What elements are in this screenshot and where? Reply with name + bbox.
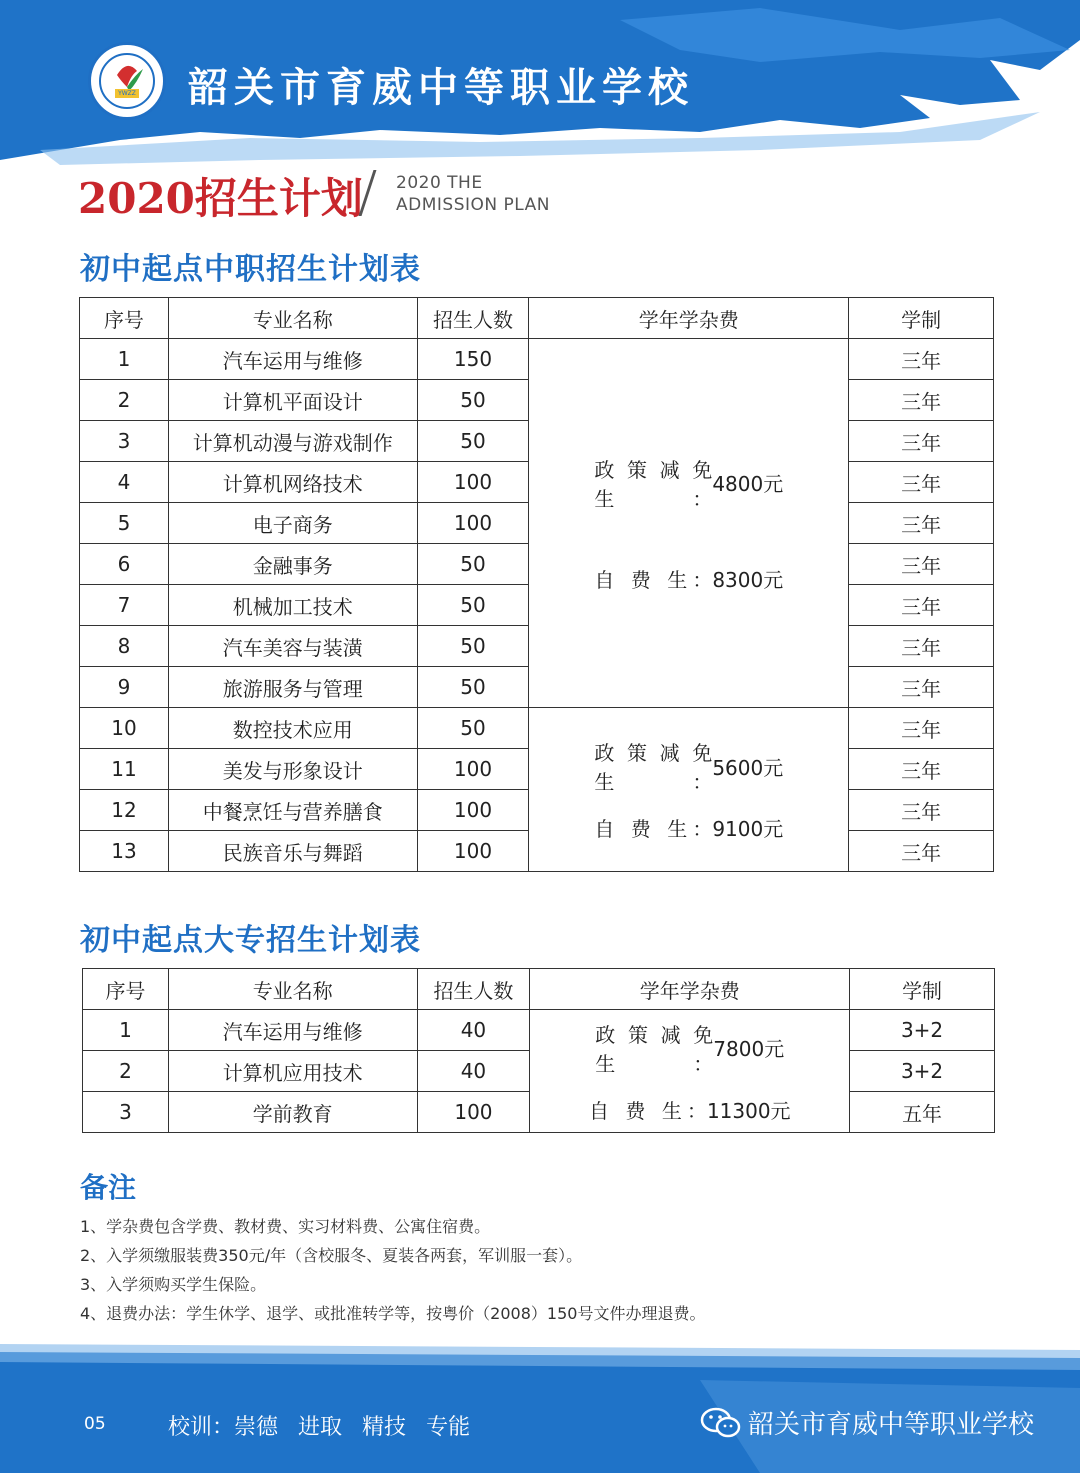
note-item: 2、入学须缴服装费350元/年（含校服冬、夏装各两套，军训服一套）。 bbox=[80, 1246, 583, 1265]
table-row: 5 电子商务 100 三年 bbox=[80, 503, 994, 544]
school-logo bbox=[88, 42, 166, 120]
fee-cell-group2: 政策减免生： 5600元 自 费 生： 9100元 bbox=[529, 708, 849, 872]
col-header-years: 学制 bbox=[850, 969, 995, 1010]
table-row: 12 中餐烹饪与营养膳食 100 三年 bbox=[80, 790, 994, 831]
page-number: 05 bbox=[84, 1414, 106, 1434]
table2-title: 初中起点大专招生计划表 bbox=[80, 923, 421, 958]
notes-list bbox=[80, 1212, 705, 1328]
table-row: 7 机械加工技术 50 三年 bbox=[80, 585, 994, 626]
table1-title: 初中起点中职招生计划表 bbox=[80, 252, 421, 287]
col-header-major: 专业名称 bbox=[168, 969, 417, 1010]
footer-school-name: 韶关市育威中等职业学校 bbox=[748, 1410, 1035, 1440]
table-header-row bbox=[83, 969, 995, 1010]
col-header-major: 专业名称 bbox=[168, 298, 417, 339]
col-header-count: 招生人数 bbox=[417, 298, 529, 339]
footer-brand bbox=[700, 1404, 1034, 1441]
table-row: 8 汽车美容与装潢 50 三年 bbox=[80, 626, 994, 667]
school-motto: 校训：崇德 进取 精技 专能 bbox=[168, 1415, 471, 1440]
college-plan-table bbox=[82, 968, 995, 1133]
table-row: 9 旅游服务与管理 50 三年 bbox=[80, 667, 994, 708]
plan-title-english: 2020 THE ADMISSION PLAN bbox=[396, 173, 550, 215]
table-row: 11 美发与形象设计 100 三年 bbox=[80, 749, 994, 790]
fee-cell-group1: 政策减免生： 4800元 自 费 生： 8300元 bbox=[529, 339, 849, 708]
table-header-row bbox=[80, 298, 994, 339]
table-row: 3 学前教育 100 五年 bbox=[83, 1092, 995, 1133]
motto-label: 校训： bbox=[168, 1415, 235, 1440]
secondary-plan-table bbox=[79, 297, 994, 872]
note-item: 3、入学须购买学生保险。 bbox=[80, 1275, 267, 1294]
col-header-fee: 学年学杂费 bbox=[529, 298, 849, 339]
col-header-fee: 学年学杂费 bbox=[530, 969, 850, 1010]
col-header-no: 序号 bbox=[83, 969, 169, 1010]
table-row: 3 计算机动漫与游戏制作 50 三年 bbox=[80, 421, 994, 462]
note-item: 4、退费办法：学生休学、退学、或批准转学等，按粤价（2008）150号文件办理退费。 bbox=[80, 1304, 706, 1323]
table-row: 1 汽车运用与维修 150 政策减免生： 4800元 自 费 生： 8300元 三年 bbox=[80, 339, 994, 380]
table-row: 6 金融事务 50 三年 bbox=[80, 544, 994, 585]
table-row: 10 数控技术应用 50 政策减免生： 5600元 自 费 生： 9100元 三年 bbox=[80, 708, 994, 749]
table-row: 2 计算机应用技术 40 3+2 bbox=[83, 1051, 995, 1092]
table-row: 1 汽车运用与维修 40 政策减免生： 7800元 自 费 生： 11300元 3+2 bbox=[83, 1010, 995, 1051]
table-row: 4 计算机网络技术 100 三年 bbox=[80, 462, 994, 503]
logo-text: YWZZ bbox=[118, 90, 136, 97]
col-header-no: 序号 bbox=[80, 298, 169, 339]
school-name-title: 韶关市育威中等职业学校 bbox=[188, 64, 694, 111]
col-header-years: 学制 bbox=[849, 298, 994, 339]
col-header-count: 招生人数 bbox=[417, 969, 530, 1010]
plan-title: 2020招生计划 bbox=[78, 174, 363, 223]
table-row: 13 民族音乐与舞蹈 100 三年 bbox=[80, 831, 994, 872]
notes-title: 备注 bbox=[80, 1171, 137, 1204]
wechat-icon bbox=[700, 1406, 742, 1440]
fee-cell-college: 政策减免生： 7800元 自 费 生： 11300元 bbox=[530, 1010, 850, 1133]
table-row: 2 计算机平面设计 50 三年 bbox=[80, 380, 994, 421]
note-item: 1、学杂费包含学费、教材费、实习材料费、公寓住宿费。 bbox=[80, 1217, 491, 1236]
